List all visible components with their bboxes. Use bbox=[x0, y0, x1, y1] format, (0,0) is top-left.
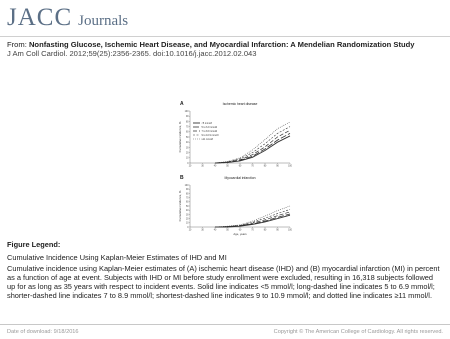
y-tick-label: 40 bbox=[185, 142, 189, 145]
y-tick-label: 60 bbox=[185, 201, 189, 204]
from-label: From: bbox=[7, 40, 27, 49]
y-tick-label: 100 bbox=[184, 184, 189, 187]
copyright-notice: Copyright © The American College of Cardiology. All rights reserved. bbox=[273, 329, 443, 335]
x-tick-label: 90 bbox=[276, 229, 279, 232]
x-tick-label: 40 bbox=[213, 165, 217, 168]
article-title: Nonfasting Glucose, Ischemic Heart Disease, and Myocardial Infarction: A Mendelian Randomization Study bbox=[28, 40, 415, 49]
x-tick-label: 70 bbox=[251, 165, 254, 168]
x-tick-label: 80 bbox=[263, 165, 267, 168]
y-tick-label: 30 bbox=[185, 147, 189, 150]
series-line bbox=[215, 136, 290, 163]
figure-legend-block bbox=[7, 240, 443, 300]
logo-sub-text: Journals bbox=[78, 13, 129, 29]
y-tick-label: 90 bbox=[185, 189, 189, 192]
download-date: Date of download: 9/18/2016 bbox=[7, 329, 79, 335]
page-footer bbox=[0, 324, 450, 339]
figure-caption-text: Cumulative incidence using Kaplan-Meier estimates of (A) ischemic heart disease (IHD) and (B) myocardial infarction (MI) in percent as a function of age at event. Subjects with IHD or MI before study enrollment were excluded, resulting in 16,318 subjects followed up for as long as 35 years with respect to incident events. Solid line indicates <5 mmol/l; long-dashed line indicates 5 to 6.9 mmol/l; shorter-dashed line indicates 7 to 8.9 mmol/l; shortest-dashed line indicates 9 to 10.9 mmol/l; and dotted line indicates ≥11 mmol/l. bbox=[7, 264, 440, 300]
y-tick-label: 100 bbox=[184, 110, 189, 113]
y-tick-label: 80 bbox=[185, 193, 189, 196]
x-tick-label: 60 bbox=[238, 229, 242, 232]
x-tick-label: 100 bbox=[288, 229, 292, 232]
y-tick-label: 70 bbox=[185, 197, 189, 200]
article-title-block bbox=[7, 40, 443, 59]
x-tick-label: 90 bbox=[276, 165, 279, 168]
legend-label: 9 to 10.9 mmol/l bbox=[201, 133, 219, 137]
legend-label: ≥11 mmol/l bbox=[201, 137, 213, 141]
panel-letter: B bbox=[180, 175, 184, 181]
panel-title: Ischemic heart disease bbox=[222, 102, 258, 106]
x-tick-label: 80 bbox=[263, 229, 267, 232]
y-tick-label: 0 bbox=[187, 226, 189, 229]
y-tick-label: 20 bbox=[185, 218, 189, 221]
y-tick-label: 90 bbox=[185, 116, 189, 119]
x-tick-label: 20 bbox=[188, 229, 192, 232]
legend-label: 7 to 8.9 mmol/l bbox=[201, 129, 218, 133]
y-tick-label: 30 bbox=[185, 214, 189, 217]
figure bbox=[176, 97, 294, 239]
y-tick-label: 50 bbox=[185, 205, 189, 208]
y-tick-label: 10 bbox=[185, 157, 189, 160]
x-tick-label: 30 bbox=[201, 165, 204, 168]
y-tick-label: 50 bbox=[185, 136, 189, 139]
article-citation: J Am Coll Cardiol. 2012;59(25):2356-2365. doi:10.1016/j.jacc.2012.02.043 bbox=[7, 49, 257, 59]
x-axis-label: Age, years bbox=[233, 232, 247, 236]
y-tick-label: 60 bbox=[185, 131, 189, 134]
x-tick-label: 20 bbox=[188, 165, 192, 168]
figure-legend-heading: Figure Legend: bbox=[7, 240, 61, 249]
series-line bbox=[215, 130, 290, 163]
logo-main-text: JACC bbox=[7, 4, 73, 31]
x-tick-label: 40 bbox=[213, 229, 217, 232]
y-tick-label: 70 bbox=[185, 126, 189, 129]
legend-label: <5 mmol/l bbox=[201, 121, 212, 125]
y-tick-label: 40 bbox=[185, 210, 189, 213]
y-tick-label: 80 bbox=[185, 121, 189, 124]
y-tick-label: 0 bbox=[187, 162, 189, 165]
jacc-journals-logo[interactable] bbox=[7, 4, 128, 32]
figure-caption-title: Cumulative Incidence Using Kaplan-Meier Estimates of IHD and MI bbox=[7, 253, 227, 262]
x-tick-label: 100 bbox=[288, 165, 292, 168]
y-tick-label: 20 bbox=[185, 152, 189, 155]
series-line bbox=[215, 133, 290, 163]
series-line bbox=[215, 214, 290, 227]
y-axis-label: Cumulative incidence, % bbox=[178, 121, 182, 153]
x-tick-label: 60 bbox=[238, 165, 242, 168]
journal-header bbox=[0, 0, 450, 37]
x-tick-label: 50 bbox=[226, 165, 229, 168]
x-tick-label: 30 bbox=[201, 229, 204, 232]
x-tick-label: 50 bbox=[226, 229, 229, 232]
x-tick-label: 70 bbox=[251, 229, 254, 232]
article-title-line bbox=[7, 40, 443, 49]
figure-chart-svg bbox=[176, 97, 294, 239]
y-axis-label: Cumulative incidence, % bbox=[178, 190, 182, 222]
legend-label: 5 to 6.9 mmol/l bbox=[201, 125, 218, 129]
y-tick-label: 10 bbox=[185, 222, 189, 225]
panel-letter: A bbox=[180, 101, 184, 107]
panel-title: Myocardial infarction bbox=[224, 176, 256, 180]
